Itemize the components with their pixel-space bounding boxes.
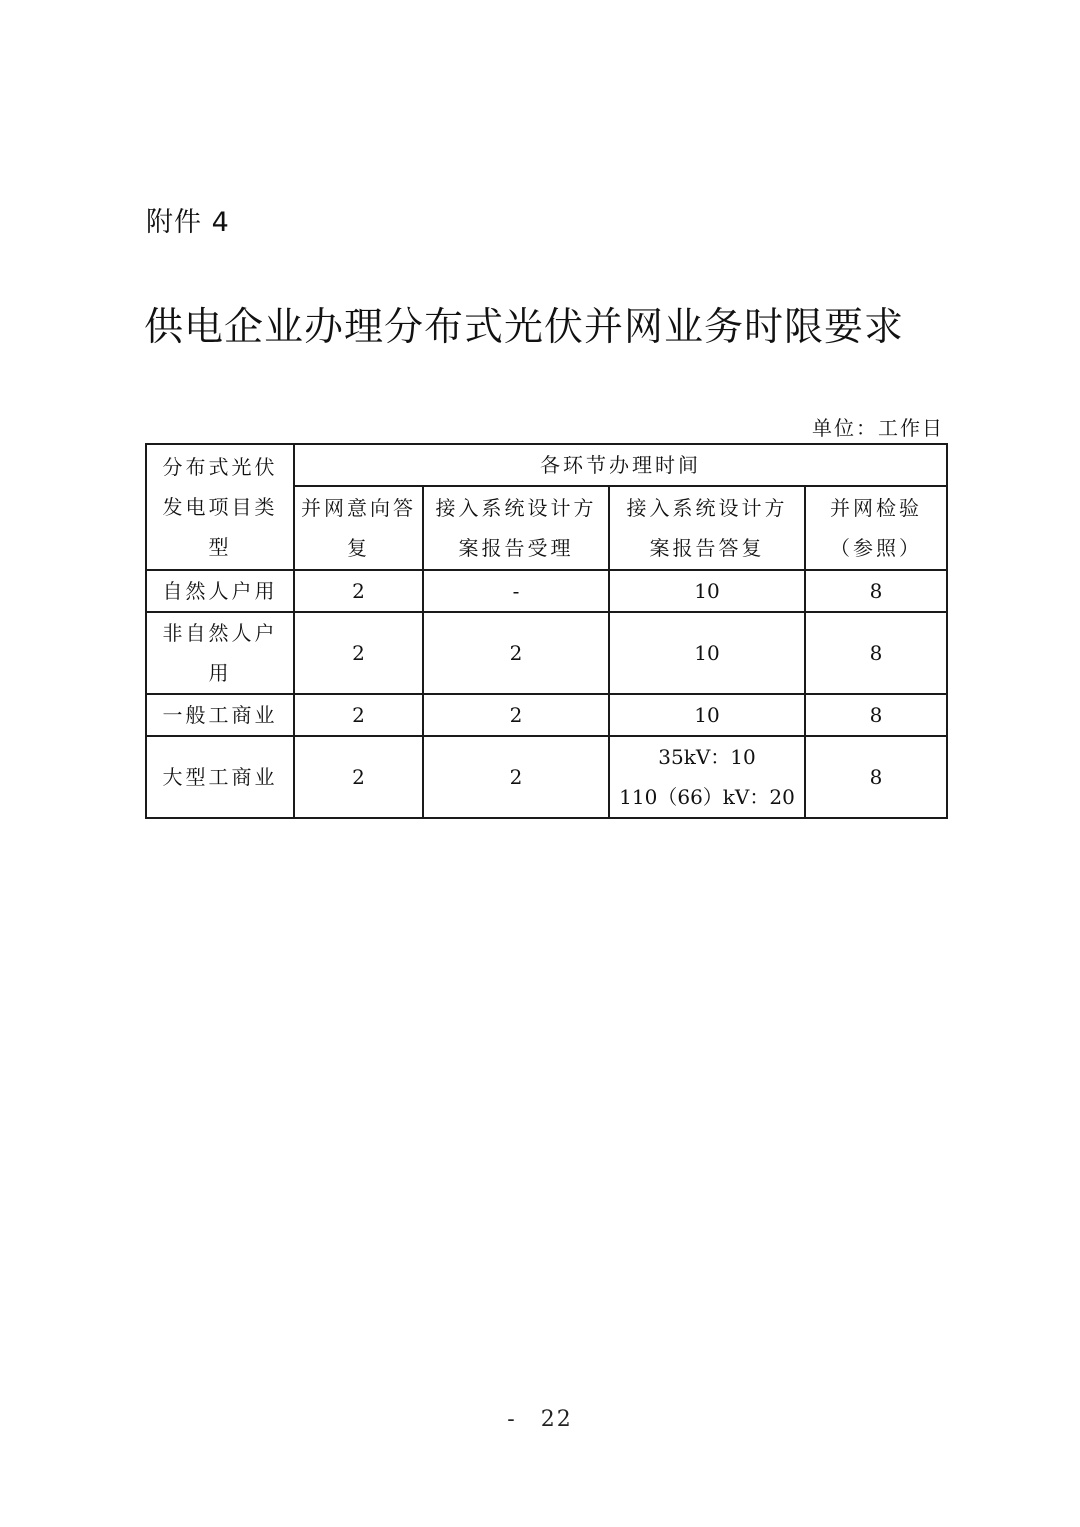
row-type-cell: 一般工商业 bbox=[146, 694, 294, 736]
voltage-35kv-value: 35kV：10 bbox=[658, 745, 756, 769]
column-header-plan-reply: 接入系统设计方案报告答复 bbox=[609, 486, 805, 570]
table-row bbox=[146, 570, 947, 612]
value-cell: 2 bbox=[294, 570, 423, 612]
value-cell: 10 bbox=[609, 694, 805, 736]
voltage-110kv-value: 110（66）kV：20 bbox=[619, 785, 795, 809]
value-cell: 2 bbox=[294, 694, 423, 736]
table-row bbox=[146, 736, 947, 818]
unit-note: 单位：工作日 bbox=[812, 416, 944, 440]
value-cell: 8 bbox=[805, 736, 947, 818]
page-number: - 22 bbox=[507, 1407, 573, 1432]
column-header-grid-inspection: 并网检验（参照） bbox=[805, 486, 947, 570]
column-header-intent-reply: 并网意向答复 bbox=[294, 486, 423, 570]
table-row bbox=[146, 612, 947, 694]
attachment-label: 附件 4 bbox=[146, 207, 230, 238]
table-row bbox=[146, 694, 947, 736]
voltage-value-cell bbox=[609, 736, 805, 818]
table-header-row bbox=[146, 444, 947, 486]
project-type-header: 分布式光伏发电项目类型 bbox=[146, 444, 294, 570]
value-cell: 10 bbox=[609, 612, 805, 694]
timing-table bbox=[145, 443, 948, 819]
stage-time-group-header: 各环节办理时间 bbox=[294, 444, 947, 486]
value-cell: 8 bbox=[805, 612, 947, 694]
value-cell: 10 bbox=[609, 570, 805, 612]
value-cell: 8 bbox=[805, 694, 947, 736]
row-type-cell: 大型工商业 bbox=[146, 736, 294, 818]
value-cell: - bbox=[423, 570, 609, 612]
row-type-cell: 非自然人户用 bbox=[146, 612, 294, 694]
value-cell: 2 bbox=[423, 694, 609, 736]
row-type-cell: 自然人户用 bbox=[146, 570, 294, 612]
value-cell: 2 bbox=[294, 612, 423, 694]
document-title: 供电企业办理分布式光伏并网业务时限要求 bbox=[144, 305, 905, 350]
value-cell: 2 bbox=[423, 612, 609, 694]
value-cell: 2 bbox=[423, 736, 609, 818]
value-cell: 2 bbox=[294, 736, 423, 818]
value-cell: 8 bbox=[805, 570, 947, 612]
column-header-plan-acceptance: 接入系统设计方案报告受理 bbox=[423, 486, 609, 570]
